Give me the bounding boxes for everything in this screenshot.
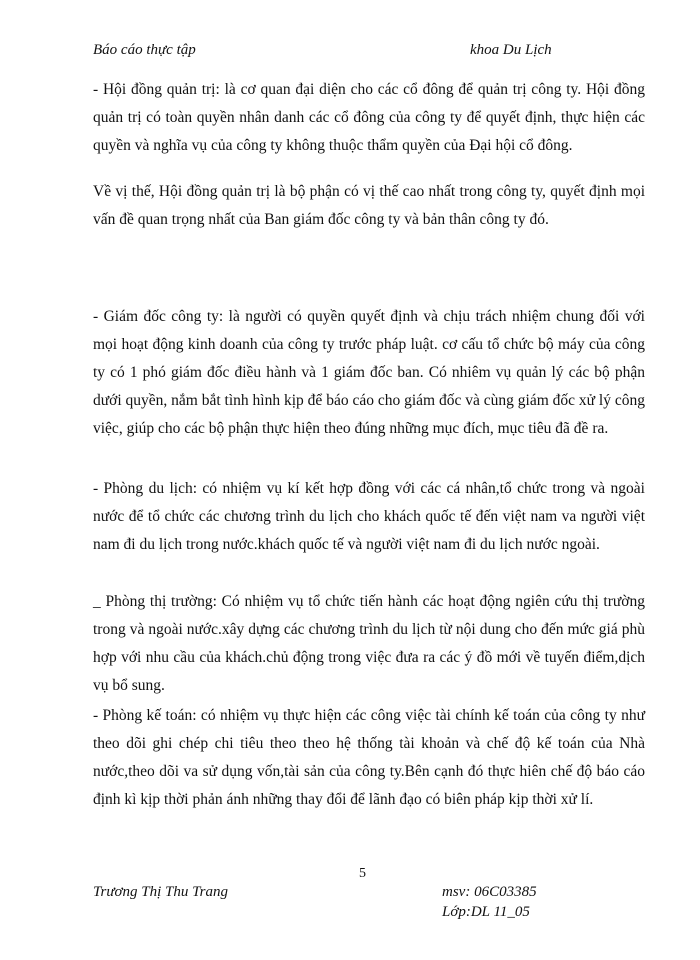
paragraph-phong-du-lich: - Phòng du lịch: có nhiệm vụ kí kết hợp đồng với các cá nhân,tổ chức trong và ngoài nước để tổ chức các chương trình du lịch cho khách quốc tế đến việt nam va người việt nam đi du lịch trong nước.khách quốc tế và người việt nam đi du lịch nước ngoài. <box>93 480 645 553</box>
footer-class: Lớp:DL 11_05 <box>442 904 530 920</box>
footer-author-name: Trương Thị Thu Trang <box>93 884 228 900</box>
paragraph-giam-doc: - Giám đốc công ty: là người có quyền quyết định và chịu trách nhiệm chung đối với mọi hoạt động kinh doanh của công ty trước pháp luật. cơ cấu tổ chức bộ máy của công ty có 1 phó giám đốc điều hành và 1 giám đốc ban. Có nhiêm vụ quản lý các bộ phận dưới quyền, nắm bắt tình hình kịp để báo cáo cho giám đốc và cùng giám đốc xử lý công việc, giúp cho các bộ phận thực hiện theo đúng những mục đích, mục tiêu đã đề ra. <box>93 308 645 437</box>
page-number: 5 <box>359 866 366 881</box>
paragraph-vi-the: Về vị thế, Hội đồng quản trị là bộ phận có vị thế cao nhất trong công ty, quyết định mọi vấn đề quan trọng nhất của Ban giám đốc công ty và bản thân công ty đó. <box>93 183 645 228</box>
paragraph-phong-thi-truong: _ Phòng thị trường: Có nhiệm vụ tổ chức tiến hành các hoạt động ngiên cứu thị trường trong và ngoài nước.xây dựng các chương trình du lịch từ nội dung cho đến mức giá phù hợp với nhu cầu của khách.chủ động trong việc đưa ra các ý đồ mới về tuyến điểm,dịch vụ bổ sung. <box>93 593 645 694</box>
header-left: Báo cáo thực tập <box>93 42 196 58</box>
paragraph-hoi-dong-quan-tri: - Hội đồng quản trị: là cơ quan đại diện cho các cổ đông để quản trị công ty. Hội đồng quản trị có toàn quyền nhân danh các cổ đông của công ty để quyết định, thực hiện các quyền và nghĩa vụ của công ty không thuộc thẩm quyền của Đại hội cổ đông. <box>93 81 645 154</box>
header-right: khoa Du Lịch <box>470 42 552 58</box>
paragraph-phong-ke-toan: - Phòng kế toán: có nhiệm vụ thực hiện các công việc tài chính kế toán của công ty như theo dõi ghi chép chi tiêu theo theo hệ thống tài khoản và chế độ kế toán của Nhà nước,theo dõi va sử dụng vốn,tài sản của công ty.Bên cạnh đó thực hiên chế độ báo cáo định kì kịp thời phản ánh những thay đổi để lãnh đạo có biên pháp kịp thời xử lí. <box>93 707 645 808</box>
footer-student-id: msv: 06C03385 <box>442 884 537 900</box>
